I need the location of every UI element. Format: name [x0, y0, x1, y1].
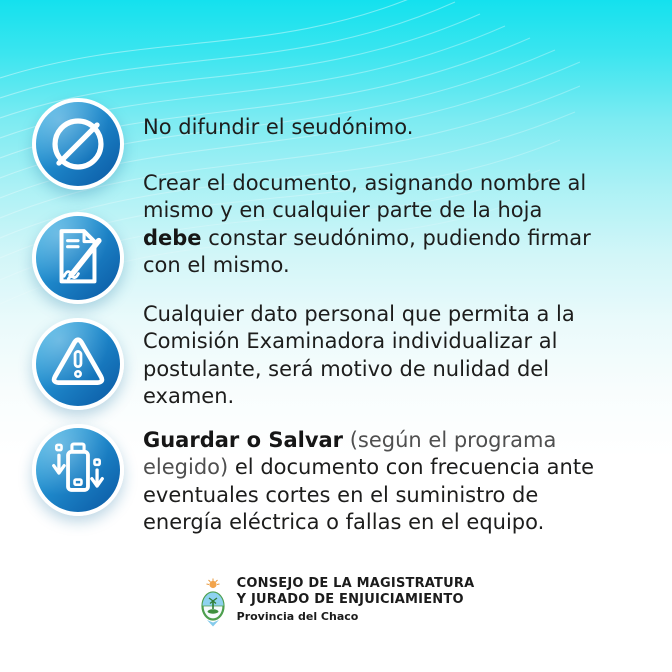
footer-org-line2: Y JURADO DE ENJUICIAMIENTO — [236, 591, 464, 607]
text-segment: eventuales cortes en el suministro de — [143, 482, 539, 507]
instruction-line — [143, 509, 594, 536]
text-segment: postulante, será motivo de nulidad del — [143, 356, 550, 381]
instruction-2 — [143, 170, 591, 280]
instruction-line — [143, 482, 594, 509]
warning-triangle-glyph — [39, 325, 117, 403]
text-segment-bold: Guardar o Salvar — [143, 428, 344, 452]
instruction-line — [143, 427, 594, 454]
instruction-line — [143, 170, 591, 197]
footer — [0, 576, 672, 630]
no-sign-glyph — [39, 105, 117, 183]
text-segment: energía eléctrica o fallas en el equipo. — [143, 510, 545, 535]
document-pen-glyph — [39, 219, 117, 297]
text-segment-light: (según el programa — [343, 428, 557, 452]
instruction-line — [143, 328, 575, 355]
instruction-3 — [143, 301, 575, 411]
instruction-line — [143, 114, 413, 141]
text-segment: constar seudónimo, pudiendo firmar — [201, 225, 591, 250]
text-segment-light: elegido) — [143, 455, 235, 480]
text-segment: Comisión Examinadora individualizar al — [143, 329, 558, 354]
instruction-line — [143, 225, 591, 252]
instruction-line — [143, 383, 575, 410]
footer-org-line1: CONSEJO DE LA MAGISTRATURA — [236, 576, 475, 591]
text-segment: No difundir el seudónimo. — [143, 115, 414, 139]
text-segment-bold: debe — [143, 225, 202, 250]
instruction-line — [143, 301, 575, 328]
instruction-line — [143, 454, 594, 481]
prohibition-icon — [32, 98, 124, 190]
instruction-1 — [143, 114, 413, 141]
instruction-4 — [143, 427, 594, 537]
text-segment: mismo y en cualquier parte de la hoja — [143, 198, 543, 223]
text-segment: examen. — [143, 384, 235, 409]
instruction-line — [143, 356, 575, 383]
footer-province: Provincia del Chaco — [236, 610, 359, 623]
instruction-line — [143, 252, 591, 279]
text-segment: Cualquier dato personal que permita a la — [143, 302, 575, 326]
footer-org-block — [237, 576, 475, 623]
text-segment: con el mismo. — [143, 253, 290, 278]
text-segment: Crear el documento, asignando nombre al — [143, 171, 587, 195]
battery-arrows-glyph — [39, 431, 117, 509]
document-signature-icon — [32, 212, 124, 304]
warning-icon — [32, 318, 124, 410]
power-battery-icon — [32, 424, 124, 516]
instruction-line — [143, 197, 591, 224]
text-segment: el documento con frecuencia ante — [234, 455, 595, 480]
chaco-coat-of-arms-logo — [198, 578, 228, 630]
